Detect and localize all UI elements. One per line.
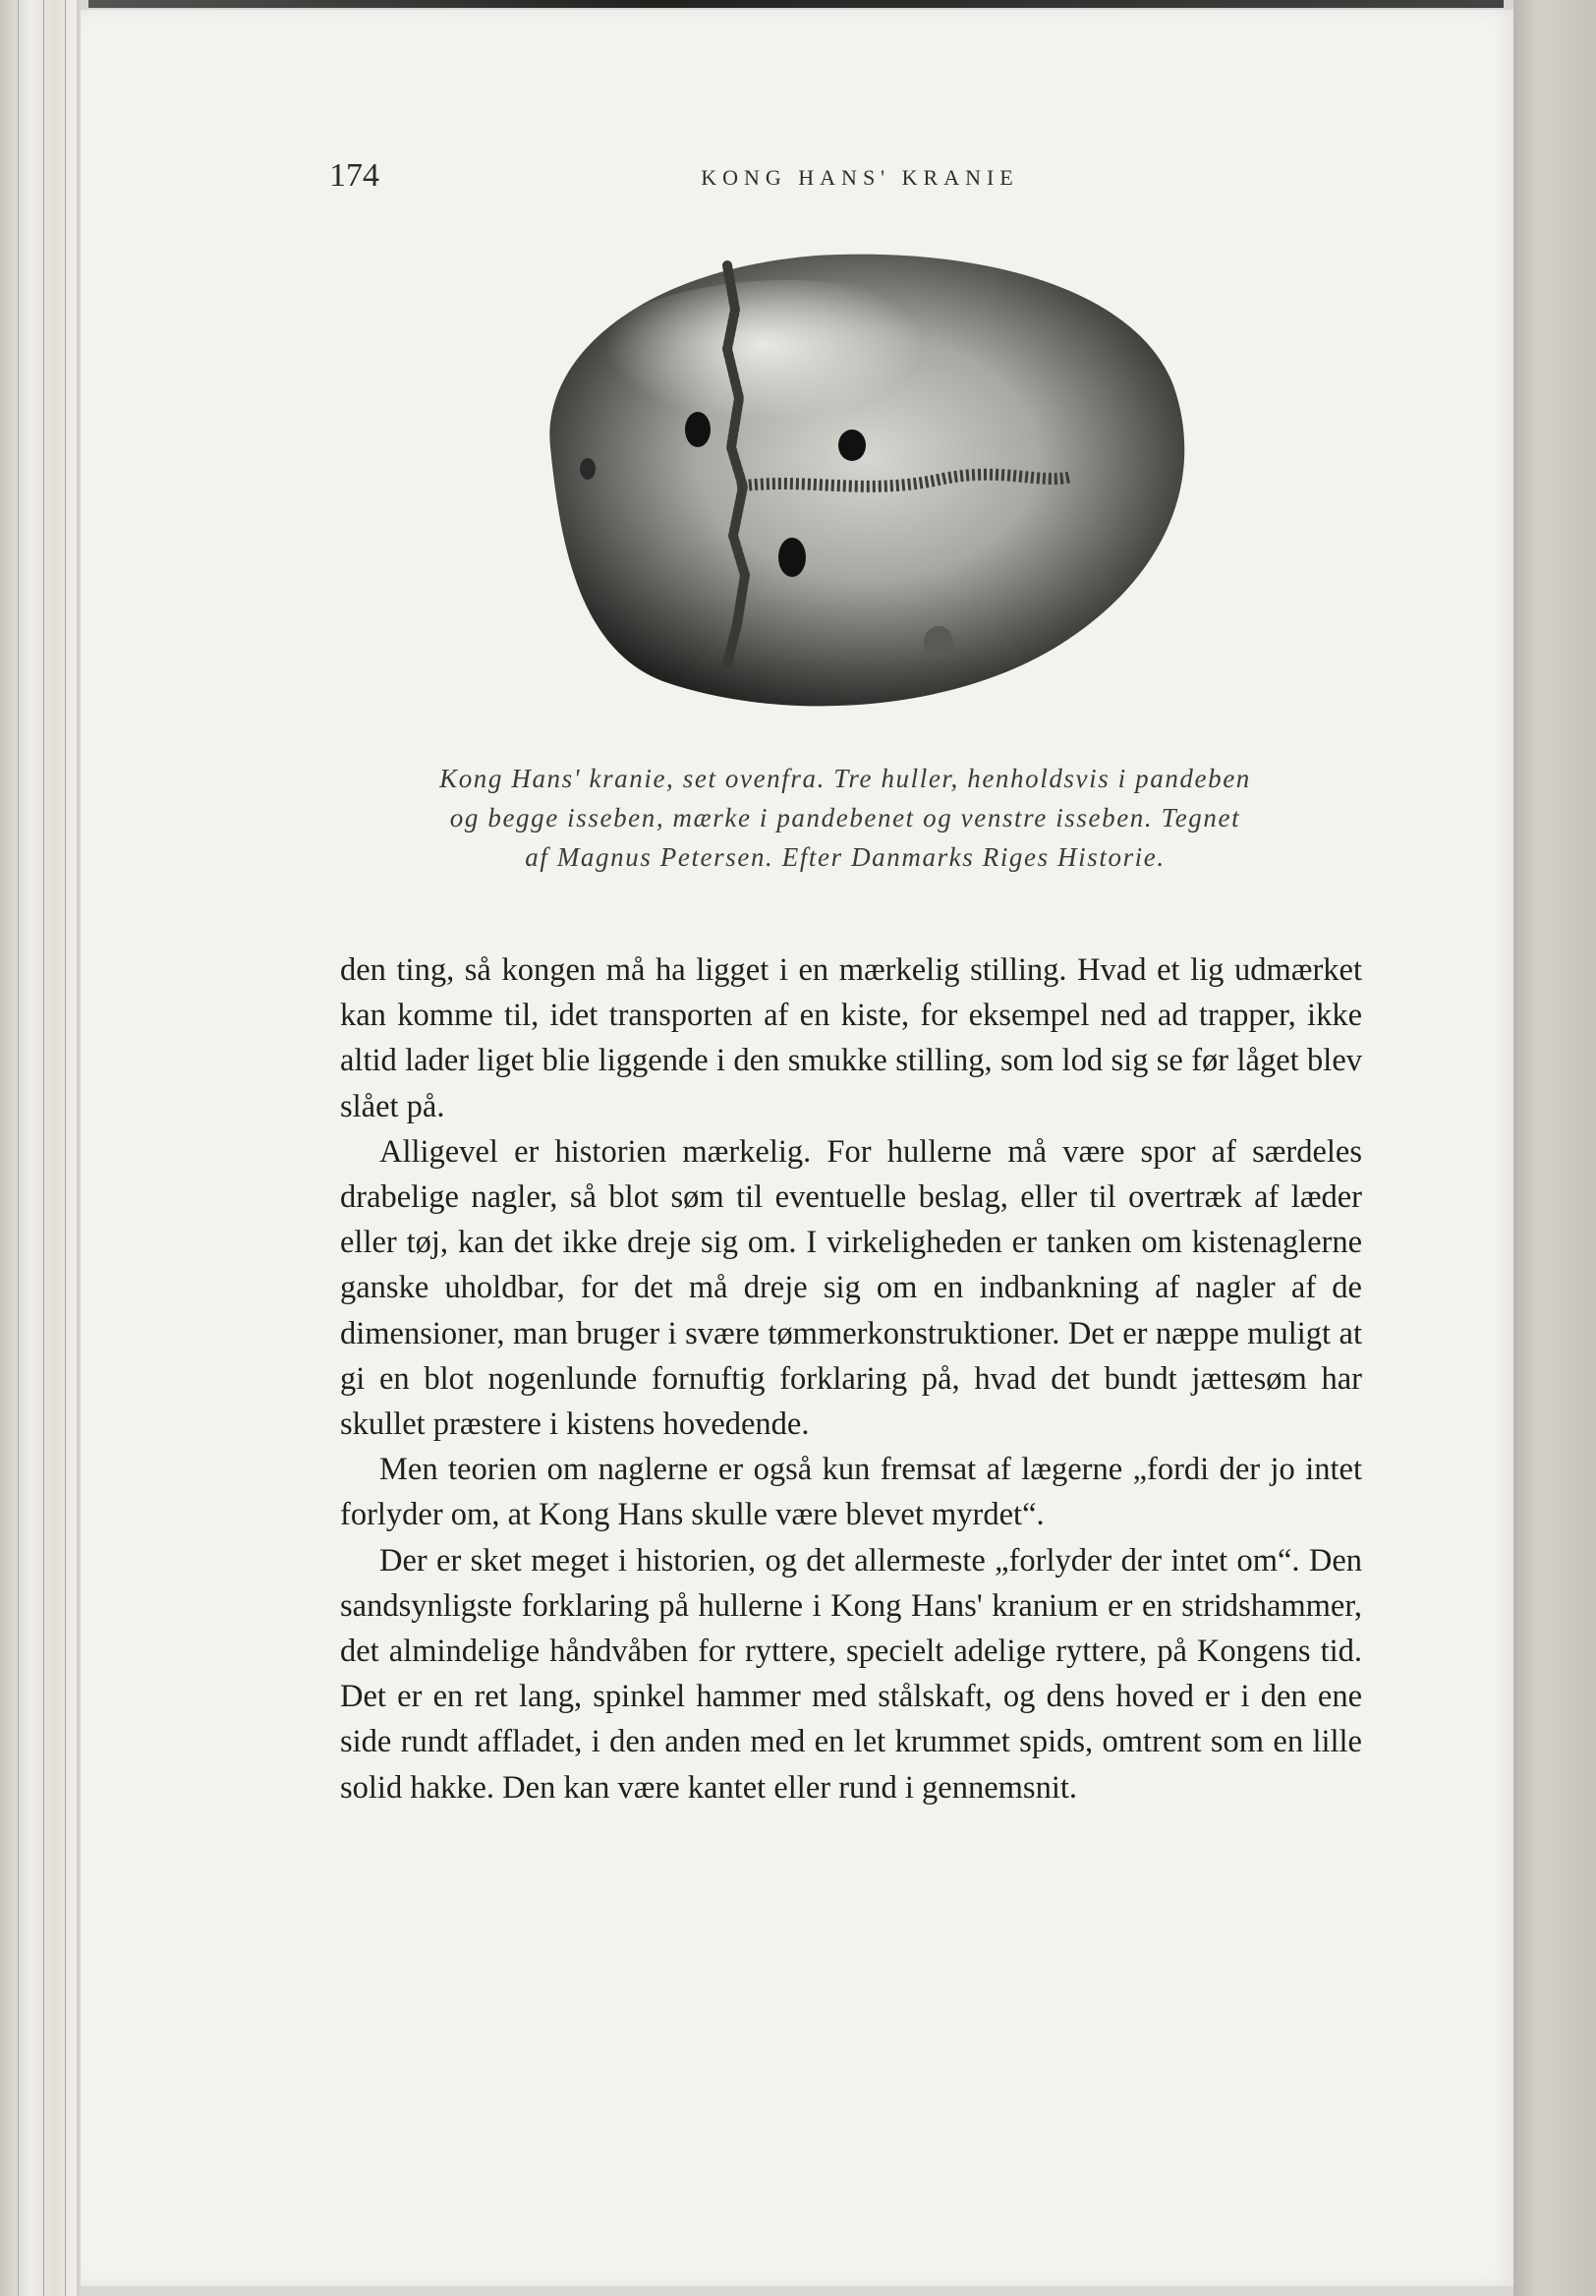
page-top-edge [88,0,1504,8]
running-title: KONG HANS' KRANIE [701,165,1019,190]
caption-line: Kong Hans' kranie, set ovenfra. Tre huller, henholdsvis i pandeben [439,764,1251,793]
paragraph: Der er sket meget i historien, og det allermeste „forlyder der intet om“. Den sandsynligste forklaring på hullerne i Kong Hans' kranium er en stridshammer, det almindelige håndvåben for ryttere, specielt adelige ryttere, på Kongens tid. Det er en ret lang, spinkel hammer med stålskaft, og dens hoved er i den ene side rundt affladet, i den anden med en let krummet spids, omtrent som en lille solid hakke. Den kan være kantet eller rund i gennemsnit. [340,1542,1362,1806]
body-text [340,947,1362,1810]
paragraph: Men teorien om naglerne er også kun fremsat af lægerne „fordi der jo intet forlyder om, at Kong Hans skulle være blevet myrdet“. [340,1452,1362,1533]
skull-top-view-icon [491,251,1199,722]
skull-illustration [491,251,1199,722]
caption-line: af Magnus Petersen. Efter Danmarks Riges Historie. [525,842,1166,872]
figure-caption [354,759,1337,877]
paragraph: den ting, så kongen må ha ligget i en mærkelig stilling. Hvad et lig udmærket kan komme til, idet transporten af en kiste, for eksempel ned ad trapper, ikke altid lader liget blie liggende i den smukke stilling, som lod sig se før låget blev slået på. [340,952,1362,1124]
page-right-edge [1513,0,1596,2296]
book-gutter [0,0,79,2296]
paragraph: Alligevel er historien mærkelig. For hullerne må være spor af særdeles drabelige nagler, så blot søm til eventuelle beslag, eller til overtræk af læder eller tøj, kan det ikke dreje sig om. I virkeligheden er tanken om kistenaglerne ganske uholdbar, for det må dreje sig om en indbankning af nagler af de dimensioner, man bruger i svære tømmerkonstruktioner. Det er næppe muligt at gi en blot nogenlunde fornuftig forklaring på, hvad det bundt jættesøm har skullet præstere i kistens hovedende. [340,1133,1362,1443]
caption-line: og begge isseben, mærke i pandebenet og venstre isseben. Tegnet [449,803,1241,832]
page-number: 174 [329,157,379,194]
